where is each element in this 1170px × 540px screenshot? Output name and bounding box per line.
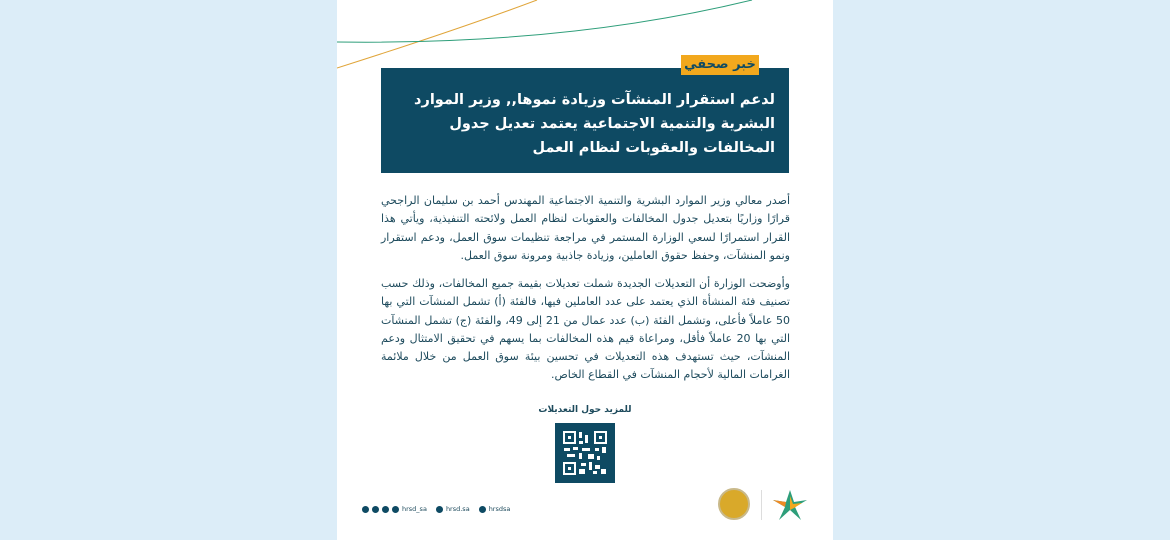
more-info-label: للمزيد حول التعديلات bbox=[538, 405, 632, 415]
press-release-tag: خبر صحفي bbox=[681, 55, 759, 75]
tiktok-icon[interactable] bbox=[436, 506, 443, 513]
paragraph-1: أصدر معالي وزير الموارد البشرية والتنمية الاجتماعية المهندس أحمد بن سليمان الراجحي قرارًا وزاريًا بتعديل جدول المخالفات والعقوبات لنظام العمل ولائحته التنفيذية، ويأتي هذا القرار استمرارًا لسعي الوزارة المستمر في مراجعة تنظيمات سوق العمل، ودعم استقرار ونمو المنشآت، وحفظ حقوق العاملين، وزيادة جاذبية ومرونة سوق العمل. bbox=[381, 194, 790, 262]
instagram-icon[interactable] bbox=[392, 506, 399, 513]
paragraph-2: وأوضحت الوزارة أن التعديلات الجديدة شملت تعديلات بقيمة جميع المخالفات، وذلك حسب تصنيف فئة المنشأة الذي يعتمد على عدد العاملين فيها، فالفئة (أ) تشمل المنشآت التي بها 50 عاملاً فأعلى، وتشمل الفئة (ب) عدد عمال من 21 إلى 49، والفئة (ج) تشمل المنشآت التي بها 20 عاملاً فأقل، ومراعاة قيم هذه المخالفات بما يسهم في تحقيق الامتثال ودعم المنشآت، حيث تستهدف هذه التعديلات في تحسين بيئة سوق العمل من خلال ملائمة الغرامات المالية لأحجام المنشآت في القطاع الخاص. bbox=[381, 277, 791, 382]
x-icon[interactable] bbox=[362, 506, 369, 513]
social-handle-1[interactable]: hrsd_sa bbox=[402, 505, 427, 513]
facebook-icon[interactable] bbox=[382, 506, 389, 513]
social-handle-3[interactable]: hrsdsa bbox=[488, 505, 511, 513]
qr-code-icon bbox=[555, 423, 615, 483]
headline: لدعم استقرار المنشآت وزيادة نموها,, وزير الموارد البشرية والتنمية الاجتماعية يعتمد تعديل جدول المخالفات والعقوبات لنظام العمل bbox=[414, 92, 775, 156]
social-links bbox=[362, 505, 516, 513]
qr-code[interactable] bbox=[555, 423, 615, 483]
logo-divider bbox=[761, 490, 762, 520]
social-handle-2[interactable]: hrsd.sa bbox=[445, 505, 470, 513]
snapchat-icon[interactable] bbox=[372, 506, 379, 513]
headline-box bbox=[381, 68, 789, 173]
press-release-card bbox=[337, 0, 833, 540]
vision-seal-logo bbox=[718, 488, 750, 520]
youtube-icon[interactable] bbox=[479, 506, 486, 513]
ministry-logo bbox=[771, 488, 809, 522]
